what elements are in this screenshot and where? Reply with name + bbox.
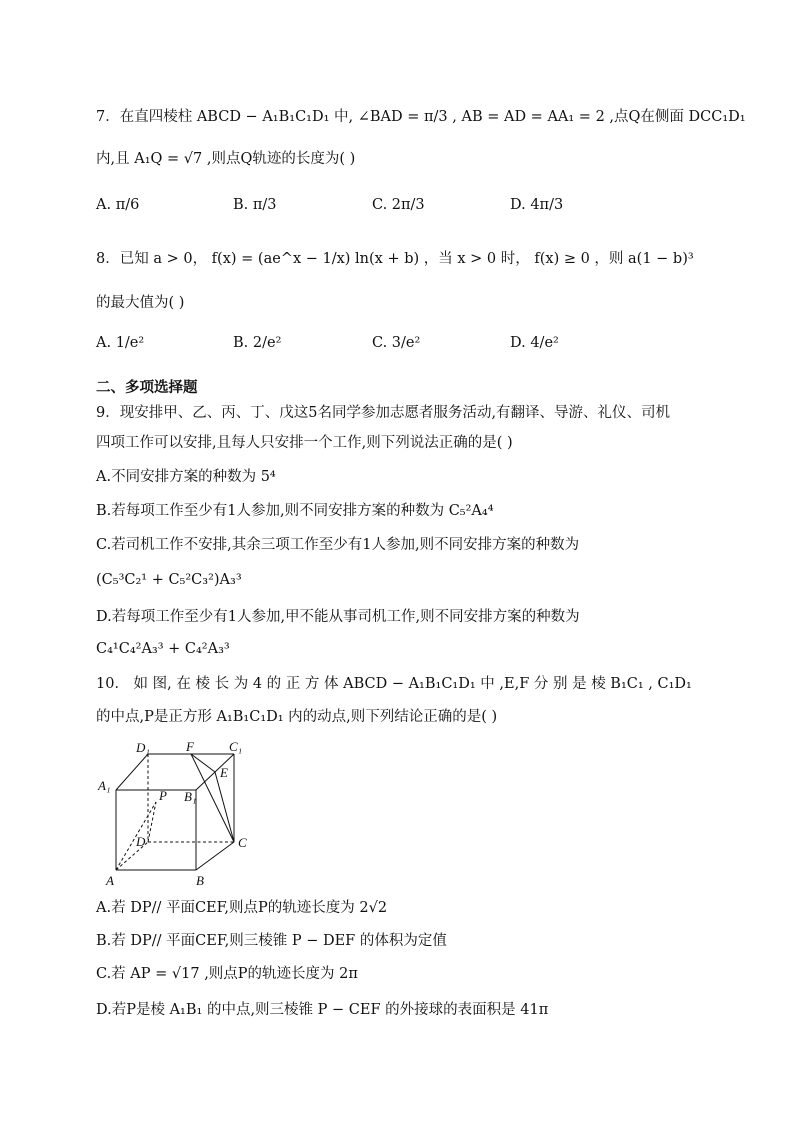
q9-line-1: 9．现安排甲、乙、丙、丁、戊这5名同学参加志愿者服务活动,有翻译、导游、礼仪、司机 (96, 405, 671, 421)
q7-option-d: D. 4π/3 (510, 197, 564, 213)
q8-option-a: A. 1/e² (96, 335, 145, 351)
q7-option-c: C. 2π/3 (372, 197, 425, 213)
segment-f-e (191, 754, 215, 772)
q10-option-a: A.若 DP// 平面CEF,则点P的轨迹长度为 2√2 (96, 900, 388, 916)
label-a: A (106, 873, 114, 888)
q9-line-2: 四项工作可以安排,且每人只安排一个工作,则下列说法正确的是( ) (96, 435, 513, 451)
q7-option-b: B. π/3 (233, 197, 277, 213)
edge-b-c (196, 842, 234, 870)
label-b1: B₁ (184, 789, 197, 804)
q9-option-d-line-1: D.若每项工作至少有1人参加,甲不能从事司机工作,则不同安排方案的种数为 (96, 609, 580, 625)
q8-option-d: D. 4/e² (510, 335, 559, 351)
section-title: 二、多项选择题 (96, 380, 198, 396)
label-b: B (196, 873, 204, 888)
q10-line-2: 的中点,P是正方形 A₁B₁C₁D₁ 内的动点,则下列结论正确的是( ) (96, 709, 498, 725)
q7-option-a: A. π/6 (96, 197, 140, 213)
segment-e-c (215, 772, 234, 842)
label-c1: C₁ (229, 739, 243, 754)
q9-option-b: B.若每项工作至少有1人参加,则不同安排方案的种数为 C₅²A₄⁴ (96, 503, 494, 519)
label-f: F (186, 739, 194, 754)
label-d: D (136, 834, 146, 849)
q10-option-c: C.若 AP = √17 ,则点P的轨迹长度为 2π (96, 966, 358, 982)
q8-line-1: 8．已知 a > 0， f(x) = (ae^x − 1/x) ln(x + b) ，当 x > 0 时， f(x) ≥ 0 ，则 a(1 − b)³ (96, 251, 694, 267)
label-p: P (159, 788, 167, 803)
q9-option-a: A.不同安排方案的种数为 5⁴ (96, 469, 276, 485)
q10-line-1: 10． 如 图, 在 棱 长 为 4 的 正 方 体 ABCD − A₁B₁C₁D₁ 中 ,E,F 分 别 是 棱 B₁C₁ , C₁D₁ (96, 676, 692, 692)
q8-line-2: 的最大值为( ) (96, 295, 185, 311)
q9-option-d-line-2: C₄¹C₄²A₃³ + C₄²A₃³ (96, 641, 230, 657)
q7-line-1: 7．在直四棱柱 ABCD − A₁B₁C₁D₁ 中, ∠BAD = π/3 , AB = AD = AA₁ = 2 ,点Q在侧面 DCC₁D₁ (96, 109, 746, 125)
label-e: E (220, 765, 228, 780)
q10-option-d: D.若P是棱 A₁B₁ 的中点,则三棱锥 P − CEF 的外接球的表面积是 41π (96, 1002, 549, 1018)
q10-option-b: B.若 DP// 平面CEF,则三棱锥 P − DEF 的体积为定值 (96, 933, 447, 949)
q8-option-c: C. 3/e² (372, 335, 421, 351)
label-d1: D₁ (136, 740, 150, 755)
q7-line-2: 内,且 A₁Q = √7 ,则点Q轨迹的长度为( ) (96, 151, 356, 167)
label-a1: A₁ (98, 778, 111, 793)
q9-option-c-line-1: C.若司机工作不安排,其余三项工作至少有1人参加,则不同安排方案的种数为 (96, 537, 580, 553)
cube-figure (96, 738, 266, 890)
label-c: C (238, 835, 247, 850)
q9-option-c-line-2: (C₅³C₂¹ + C₅²C₃²)A₃³ (96, 572, 242, 588)
q8-option-b: B. 2/e² (233, 335, 282, 351)
edge-a1-d1 (116, 754, 148, 790)
